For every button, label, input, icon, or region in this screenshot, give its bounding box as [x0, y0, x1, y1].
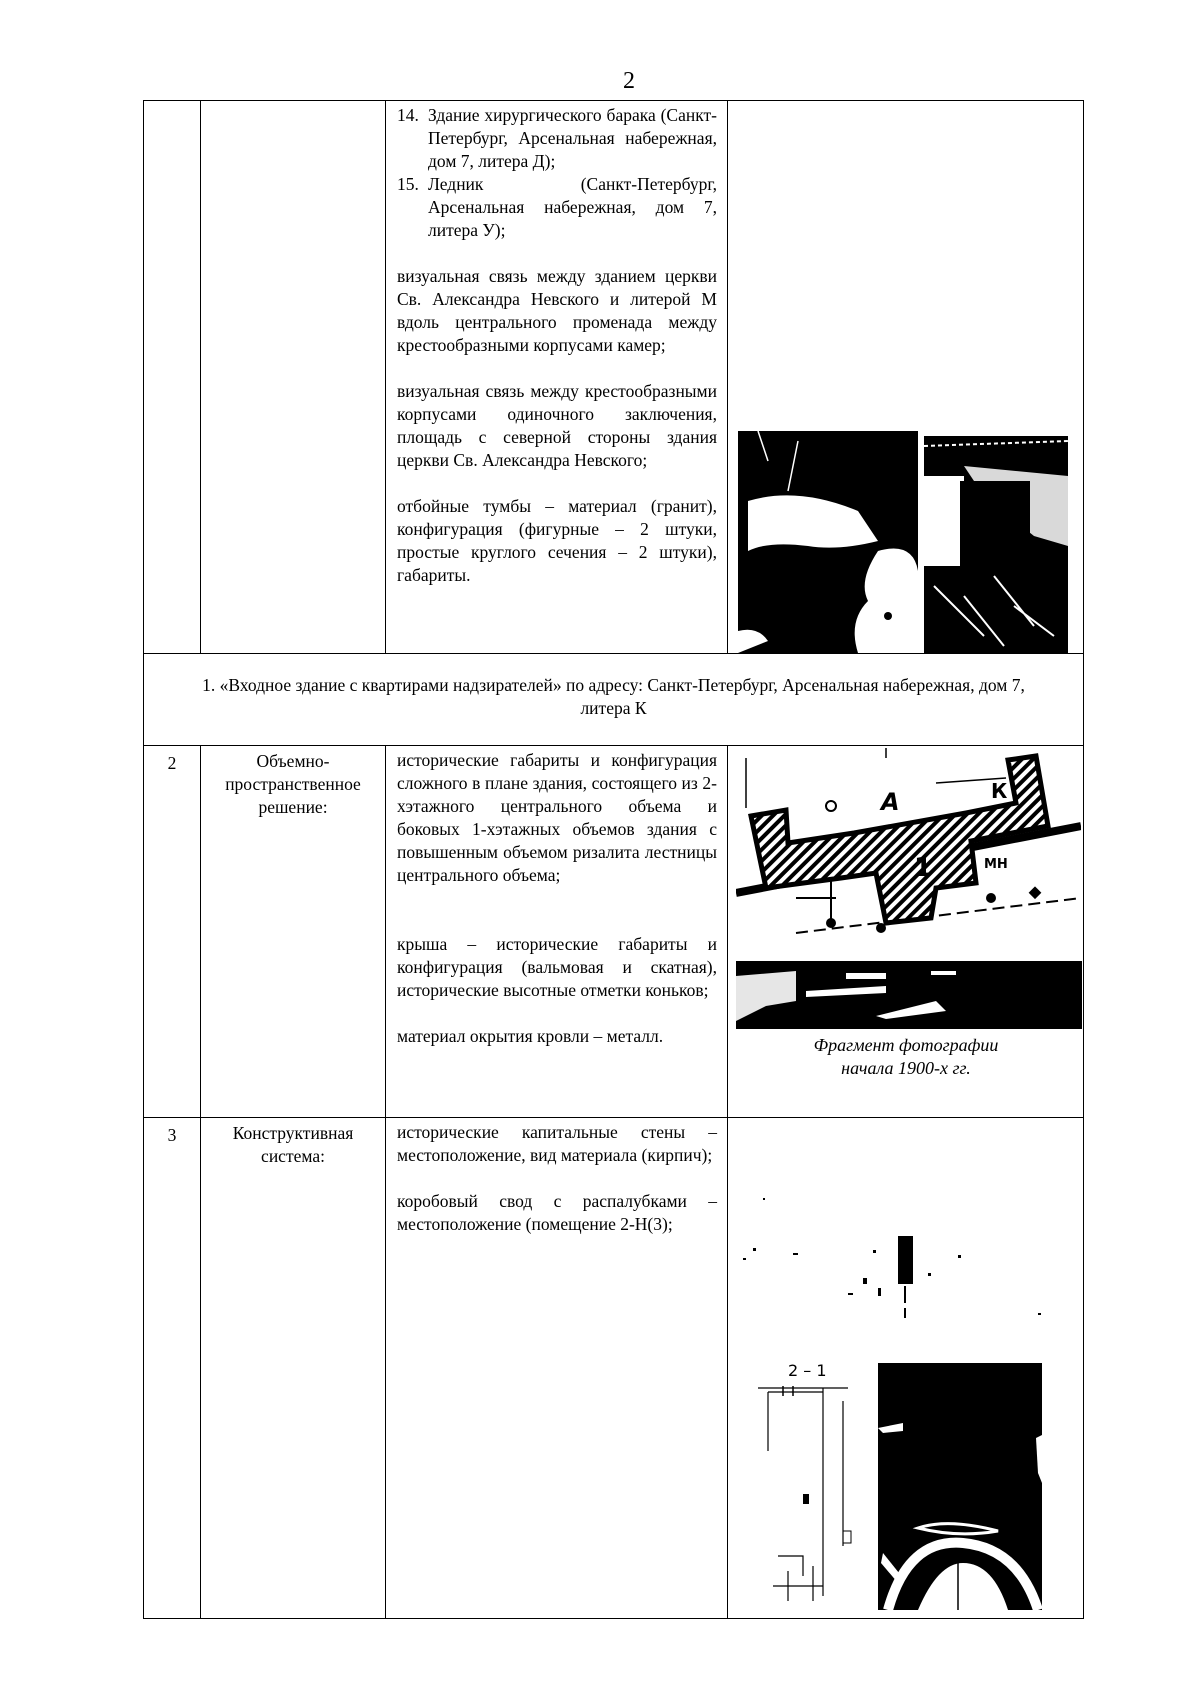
plan-drawing — [736, 748, 1081, 938]
description-cell — [386, 746, 728, 1118]
svg-text:2 – 1: 2 – 1 — [788, 1361, 827, 1380]
photo-bollard-round — [924, 436, 1068, 653]
paragraph-visual-link-church: визуальная связь между зданием церкви Св. Александра Невского и литерой М вдоль центрального променада между крестообразными корпусами камер; — [397, 266, 717, 355]
image-cell — [728, 1118, 1084, 1619]
paragraph-vault: коробовый свод с распалубками – местоположение (помещение 2-Н(3); — [397, 1191, 717, 1234]
page-number: 2 — [623, 68, 635, 94]
description-cell — [386, 1118, 728, 1619]
row-name-cell — [201, 101, 386, 654]
paragraph-roof-material: материал окрытия кровли – металл. — [397, 1026, 664, 1046]
section-drawing — [758, 1356, 863, 1606]
svg-text:МН: МН — [984, 857, 1008, 872]
photo-bollard-figured — [738, 431, 918, 653]
paragraph-walls: исторические капитальные стены – местоположение, вид материала (кирпич); — [397, 1122, 717, 1165]
row-name: Объемно-пространственное решение: — [201, 746, 386, 1118]
row-number-cell — [144, 101, 201, 654]
table-row — [144, 1118, 1084, 1619]
paragraph-visual-link-corpuses: визуальная связь между крестообразными корпусами одиночного заключения, площадь с северной стороны здания церкви Св. Александра Невского; — [397, 381, 717, 470]
table-row — [144, 746, 1084, 1118]
row-name: Конструктивная система: — [201, 1118, 386, 1619]
paragraph-dimensions: исторические габариты и конфигурация сложного в плане здания, состоящего из 2-хэтажного центрального объема и боковых 1-хэтажных объемов здания с повышенным объемом ризалита лестницы центрального объема; — [397, 750, 717, 885]
svg-text:1: 1 — [914, 853, 933, 883]
list-item: 14. Здание хирургического барака (Санкт-Петербург, Арсенальная набережная, дом 7, литера Д); — [397, 105, 717, 171]
image-cell — [728, 746, 1084, 1118]
image-cell — [728, 101, 1084, 654]
svg-text:К: К — [991, 779, 1008, 803]
paragraph-roof: крыша – исторические габариты и конфигурация (вальмовая и скатная), исторические высотные отметки коньков; — [397, 934, 717, 1000]
row-number: 2 — [144, 746, 201, 1118]
table-row-continuation — [144, 101, 1084, 654]
historic-photo-fragment — [736, 961, 1082, 1029]
section-header-row — [144, 654, 1084, 746]
protection-subject-table — [143, 100, 1084, 1619]
photo-caption: Фрагмент фотографии начала 1900-х гг. — [813, 1035, 999, 1078]
section-header: 1. «Входное здание с квартирами надзирателей» по адресу: Санкт-Петербург, Арсенальная набережная, дом 7, литера К — [144, 654, 1084, 746]
list-item: 15. Ледник (Санкт-Петербург, Арсенальная набережная, дом 7, литера У); — [397, 174, 717, 240]
vault-photo — [878, 1363, 1042, 1610]
object-list — [397, 104, 717, 242]
vault-sketch — [738, 1158, 1078, 1328]
row-number: 3 — [144, 1118, 201, 1619]
description-cell — [386, 101, 728, 654]
svg-text:А: А — [881, 788, 900, 816]
paragraph-bollards: отбойные тумбы – материал (гранит), конфигурация (фигурные – 2 штуки, простые круглого сечения – 2 штуки), габариты. — [397, 496, 717, 585]
